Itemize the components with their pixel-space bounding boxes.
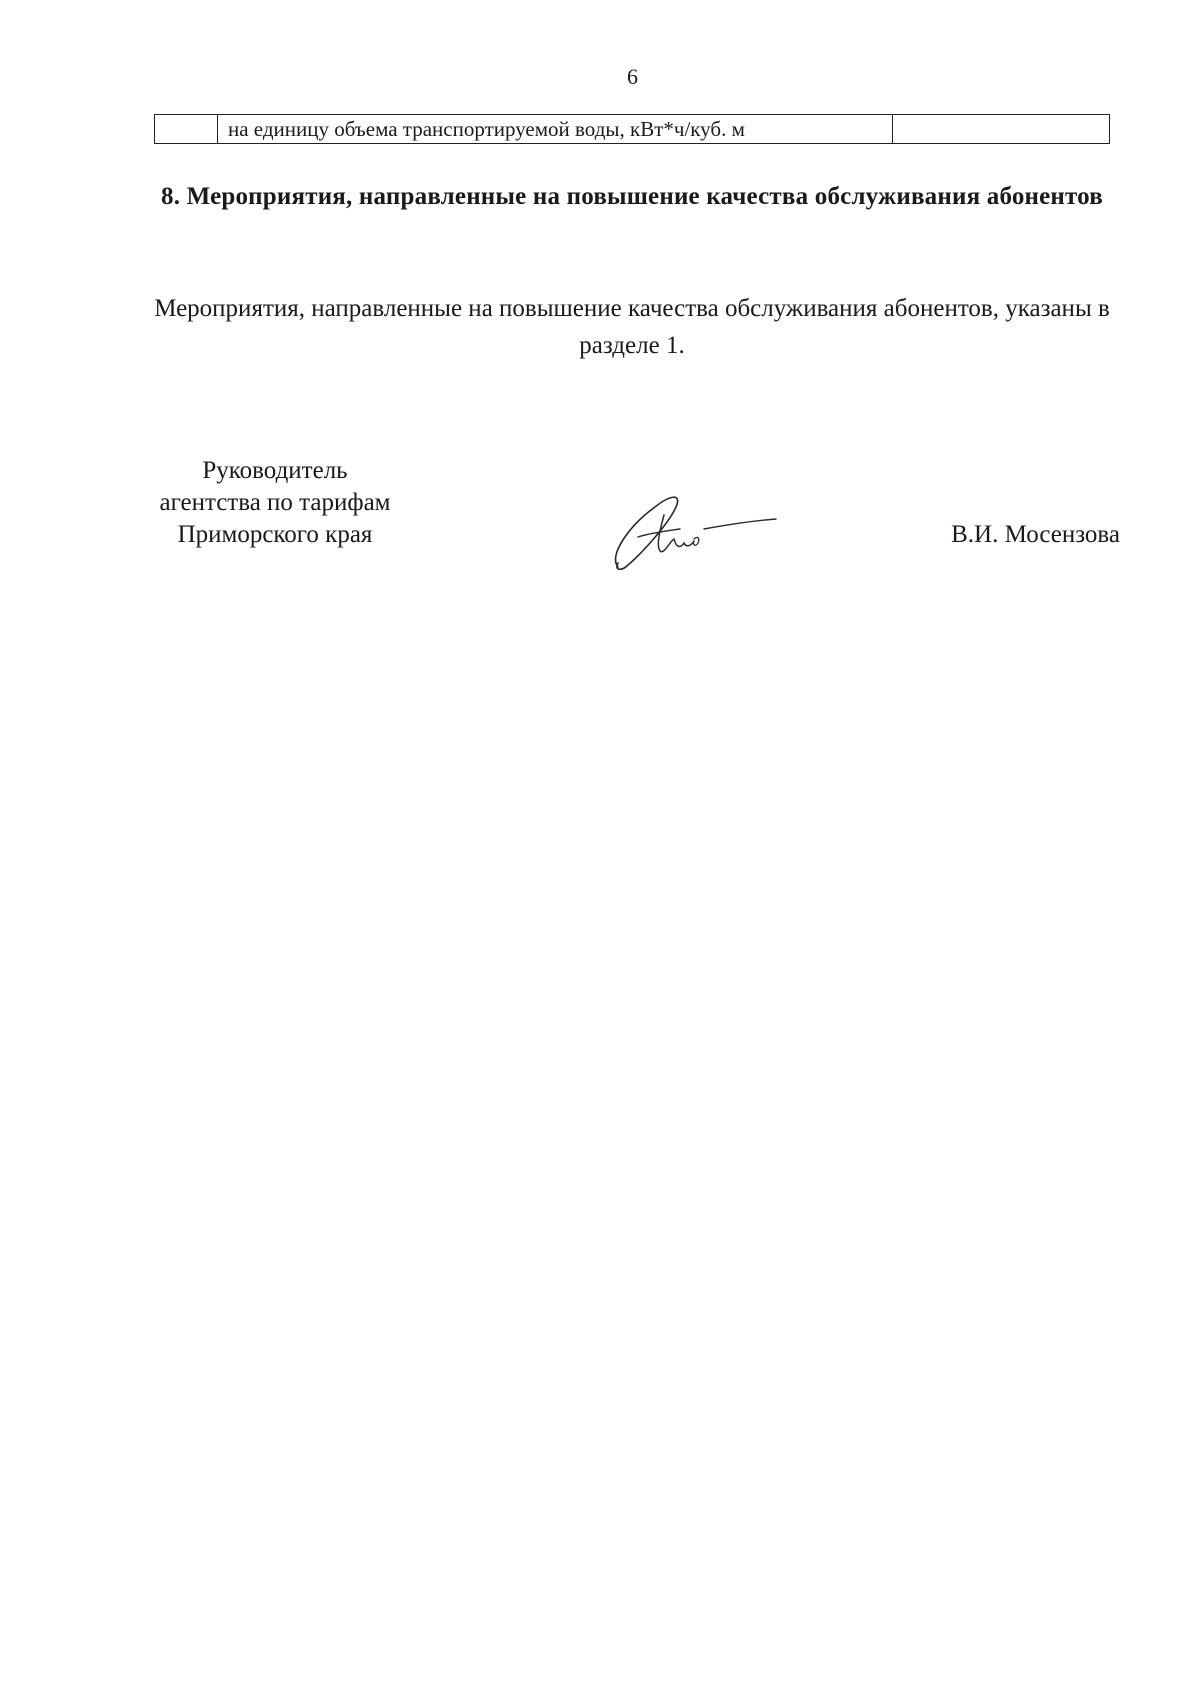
signer-title [140, 455, 410, 551]
signer-name: В.И. Мосензова [951, 521, 1120, 548]
section-heading: 8. Мероприятия, направленные на повышение качества обслуживания абонентов [161, 183, 1103, 210]
table-cell-number [155, 115, 218, 144]
signature-block [140, 455, 1120, 585]
table-cell-description: на единицу объема транспортируемой воды, кВт*ч/куб. м [218, 115, 893, 144]
signer-title-line: Приморского края [177, 521, 373, 548]
signer-title-line: агентства по тарифам [159, 489, 391, 516]
handwritten-signature [600, 485, 780, 575]
signer-title-line: Руководитель [202, 457, 348, 484]
table-row [155, 115, 1110, 144]
section-body: Мероприятия, направленные на повышение качества обслуживания абонентов, указаны в разделе 1. [154, 295, 1110, 359]
table-fragment [154, 114, 1110, 144]
page-number: 6 [627, 64, 638, 89]
table-cell-value [893, 115, 1110, 144]
